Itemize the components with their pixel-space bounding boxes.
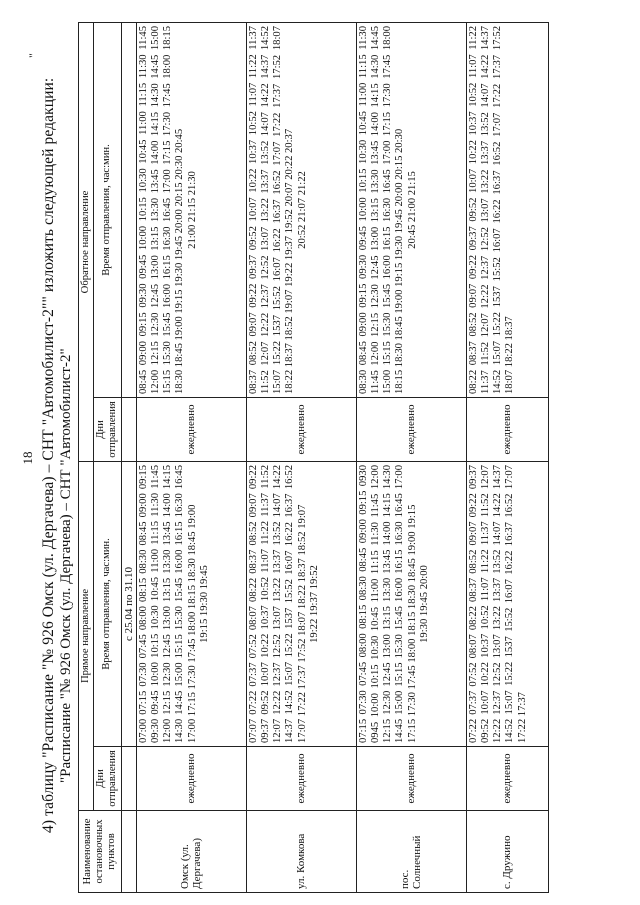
period-empty-cell — [121, 811, 136, 893]
days-direct: ежедневно — [246, 747, 356, 811]
days-reverse: ежедневно — [466, 398, 548, 462]
times-direct-last: 19:15 19:30 19:45 — [198, 565, 210, 643]
table-row — [136, 22, 246, 892]
header-time-direct: Время отправления, час:мин. — [94, 462, 121, 747]
times-reverse-last: 21:00 21:15 21:30 — [186, 171, 198, 249]
times-reverse-last: 20:45 21:00 21:15 — [406, 171, 418, 249]
days-direct: ежедневно — [356, 747, 466, 811]
page-number: 18 — [20, 451, 35, 465]
amendment-heading: 4) таблицу "Расписание "№ 926 Омск (ул. Дергачева) – СНТ "Автомобилист-2"" изложить следующей редакции: — [40, 77, 57, 833]
stop-name: с. Дружино — [466, 811, 548, 893]
days-direct: ежедневно — [466, 747, 548, 811]
period-empty-cell — [121, 398, 136, 462]
period-label: с 25.04 по 31.10 — [121, 462, 136, 747]
header-direct-direction: Прямое направление — [79, 462, 94, 811]
times-direct-cell — [466, 462, 548, 747]
times-direct: 07:22 07:37 07:52 08:07 08:22 08:37 08:52 09:07 09:22 09:37 09:52 10:07 10:22 10:37 10:52 11:07 11:22 11:37 11:52 12:07 12:22 12:37 12:52 13:07 13:22 13:37 13:52 14:07 14:22 14:37 14:52 15:07 15:22 1537 15:52 16:07 16:22 16:37 16:52 17:07 17:22 17:37 — [467, 465, 528, 743]
days-reverse: ежедневно — [136, 398, 246, 462]
times-direct: 07:15 07:30 07:45 08:00 08:15 08:30 08:45 09:00 09:15 0930 0945 10:00 10:15 10:30 10:45 11:00 11:15 11:30 11:45 12:00 12:15 12:30 12:45 13:00 13:15 13:30 13:45 14:00 14:15 14:30 14:45 15:00 15:15 15:30 15:45 16:00 16:15 16:30 16:45 17:00 17:15 17:30 17:45 18:00 18:15 18:30 18:45 19:00 19:15 — [357, 465, 418, 743]
times-direct-cell — [356, 462, 466, 747]
schedule-table — [78, 22, 549, 893]
times-direct: 07:00 07:15 07:30 07:45 08:00 08:15 08:30 08:45 09:00 09:15 09:30 09:45 10:00 10:15 10:30 10:45 11:00 11:15 11:30 11:45 12:00 12:15 12:30 12:45 13:00 13:15 13:30 13:45 14:00 14:15 14:30 14:45 15:00 15:15 15:30 15:45 16:00 16:15 16:30 16:45 17:00 17:15 17:30 17:45 18:00 18:15 18:30 18:45 19:00 — [137, 465, 198, 743]
header-reverse-direction: Обратное направление — [79, 22, 94, 461]
times-direct-last: 19:22 19:37 19:52 — [308, 565, 320, 643]
times-reverse-cell — [356, 22, 466, 397]
period-empty-cell — [121, 747, 136, 811]
header-stop-name: Наименование остановочных пунктов — [79, 811, 122, 893]
times-reverse-cell — [466, 22, 548, 397]
header-days-reverse: Дни отправления — [94, 398, 121, 462]
schedule-title: "Расписание "№ 926 Омск (ул. Дергачева) – СНТ "Автомобилист-2" — [58, 348, 74, 783]
stop-name: ул. Комкова — [246, 811, 356, 893]
period-row — [121, 22, 136, 892]
header-days-direct: Дни отправления — [94, 747, 121, 811]
period-empty-cell — [121, 22, 136, 397]
table-row — [356, 22, 466, 892]
days-reverse: ежедневно — [356, 398, 466, 462]
table-row — [246, 22, 356, 892]
times-direct-cell — [136, 462, 246, 747]
times-reverse-last: 20:52 21:07 21:22 — [296, 171, 308, 249]
header-row-1 — [79, 22, 94, 892]
table-row — [466, 22, 548, 892]
header-row-2 — [94, 22, 121, 892]
closing-quote-mark: " — [26, 53, 40, 58]
header-time-reverse: Время отправления, час:мин. — [94, 22, 121, 397]
times-reverse-cell — [246, 22, 356, 397]
times-reverse: 08:22 08:37 08:52 09:07 09:22 09:37 09:52 10:07 10:22 10:37 10:52 11:07 11:22 11:37 11:52 12:07 12:22 12:37 12:52 13:07 13:22 13:37 13:52 14:07 14:22 14:37 14:52 15:07 15:22 1537 15:52 16:07 16:22 16:37 16:52 17:07 17:22 17:37 17:52 18:07 18:22 18:37 — [467, 25, 516, 394]
stop-name: Омск (ул. Дергачева) — [136, 811, 246, 893]
times-reverse: 08:45 09:00 09:15 09:30 09:45 10:00 10:15 10:30 10:45 11:00 11:15 11:30 11:45 12:00 12:15 12:30 12:45 13:00 13:15 13:30 13:45 14:00 14:15 14:30 14:45 15:00 15:15 15:30 15:45 16:00 16:15 16:30 16:45 17:00 17:15 17:30 17:45 18:00 18:15 18:30 18:45 19:00 19:15 19:30 19:45 20:00 20:15 20:30 20:45 — [137, 25, 186, 394]
rotated-content — [20, 23, 620, 893]
times-direct-last: 19:30 19:45 20:00 — [418, 565, 430, 643]
times-reverse: 08:30 08:45 09:00 09:15 09:30 09:45 10:00 10:15 10:30 10:45 11:00 11:15 11:30 11:45 12:00 12:15 12:30 12:45 13:00 13:15 13:30 13:45 14:00 14:15 14:30 14:45 15:00 15:15 15:30 15:45 16:00 16:15 16:30 16:45 17:00 17:15 17:30 17:45 18:00 18:15 18:30 18:45 19:00 19:15 19:30 19:45 20:00 20:15 20:30 — [357, 25, 406, 394]
times-reverse: 08:37 08:52 09:07 09:22 09:37 09:52 10:07 10:22 10:37 10:52 11:07 11:22 11:37 11:52 12:07 12:22 12:37 12:52 13:07 13:22 13:37 13:52 14:07 14:22 14:37 14:52 15:07 15:22 1537 15:52 16:07 16:22 16:37 16:52 17:07 17:22 17:37 17:52 18:07 18:22 18:37 18:52 19:07 19:22 19:37 19:52 20:07 20:22 20:37 — [247, 25, 296, 394]
times-direct-cell — [246, 462, 356, 747]
stop-name: пос. Солнечный — [356, 811, 466, 893]
times-direct: 07:07 07:22 07:37 07:52 08:07 08:22 08:37 08:52 09:07 09:22 09:37 09:52 10:07 10:22 10:37 10:52 11:07 11:22 11:37 11:52 12:07 12:22 12:37 12:52 13:07 13:22 13:37 13:52 14:07 14:22 14:37 14:52 15:07 15:22 1537 15:52 16:07 16:22 16:37 16:52 17:07 17:22 17:37 17:52 18:07 18:22 18:37 18:52 19:07 — [247, 465, 308, 743]
days-reverse: ежедневно — [246, 398, 356, 462]
days-direct: ежедневно — [136, 747, 246, 811]
times-reverse-cell — [136, 22, 246, 397]
